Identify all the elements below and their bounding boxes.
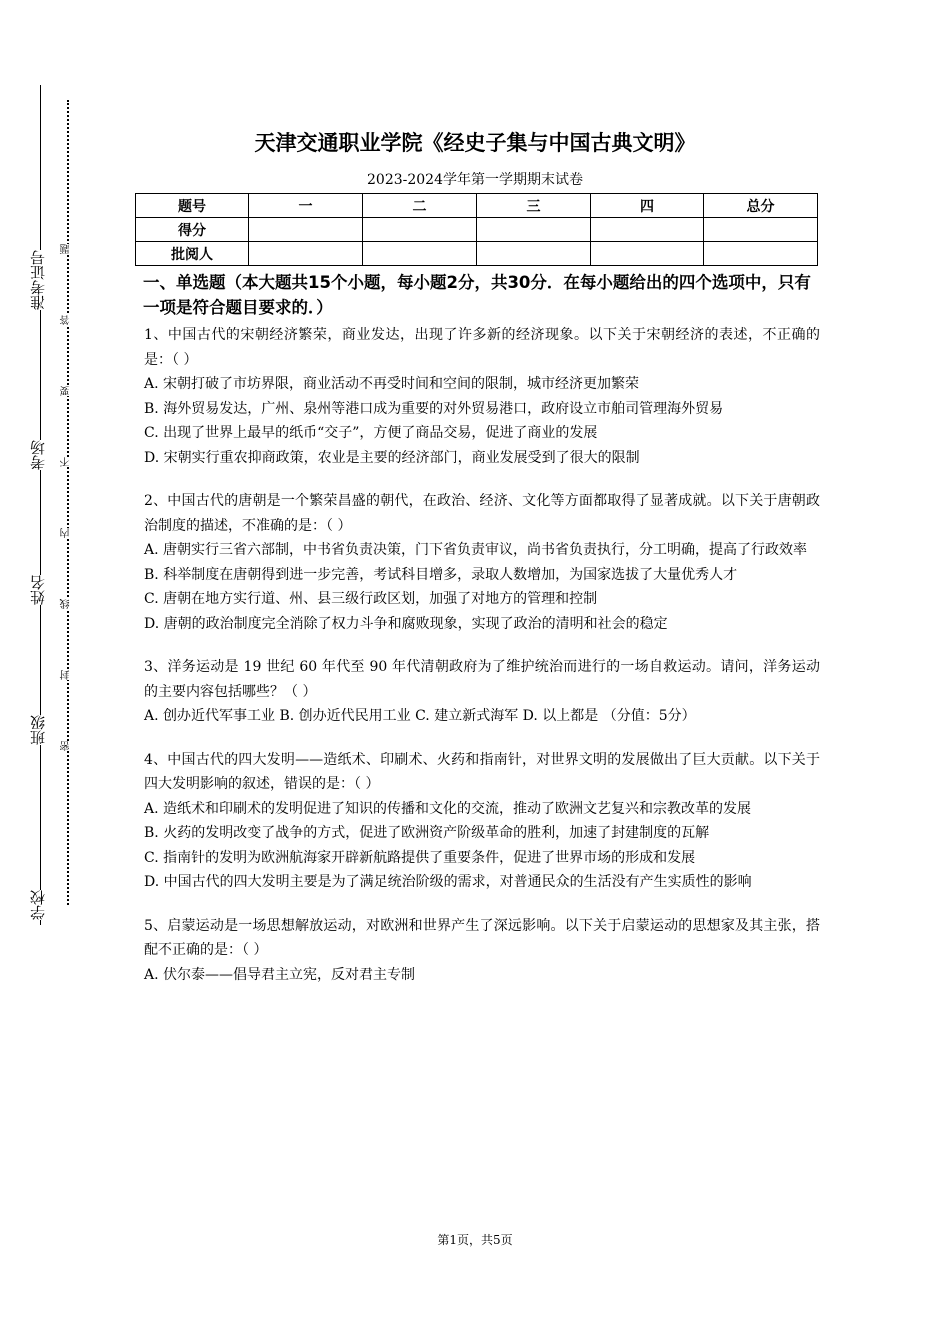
student-name-label: 姓名 xyxy=(22,575,54,605)
score-entry-cell[interactable] xyxy=(363,218,477,242)
seal-char: 不 xyxy=(59,457,75,467)
seal-char: 答 xyxy=(59,315,75,325)
answer-option: C. 指南针的发明为欧洲航海家开辟新航路提供了重要条件，促进了世界市场的形成和发展 xyxy=(144,849,696,866)
exam-content xyxy=(144,270,820,1006)
answer-option: C. 唐朝在地方实行道、州、县三级行政区划，加强了对地方的管理和控制 xyxy=(144,591,598,607)
question-stem: 5、启蒙运动是一场思想解放运动，对欧洲和世界产生了深远影响。以下关于启蒙运动的思想家及其主张，搭配不正确的是：（ ） xyxy=(144,917,820,958)
answer-option: B. 海外贸易发达，广州、泉州等港口成为重要的对外贸易港口，政府设立市舶司管理海外贸易 xyxy=(144,400,724,417)
exam-subtitle: 2023-2024学年第一学期期末试卷 xyxy=(367,172,583,188)
table-cell: 一 xyxy=(249,194,363,218)
answer-option: D. 唐朝的政治制度完全消除了权力斗争和腐败现象，实现了政治的清明和社会的稳定 xyxy=(144,615,668,632)
answer-option: A. 伏尔泰——倡导君主立宪，反对君主专制 xyxy=(144,966,416,983)
seal-char: 密 xyxy=(59,741,75,751)
question-stem: 4、中国古代的四大发明——造纸术、印刷术、火药和指南针，对世界文明的发展做出了巨大贡献。以下关于四大发明影响的叙述，错误的是：（ ） xyxy=(144,751,820,792)
reviewer-entry-cell[interactable] xyxy=(249,242,363,266)
score-entry-cell[interactable] xyxy=(249,218,363,242)
answer-option: A. 创办近代军事工业 B. 创办近代民用工业 C. 建立新式海军 D. 以上都是 （分值：5分） xyxy=(144,708,696,724)
school-label: 学校 xyxy=(22,890,54,920)
seal-char: 线 xyxy=(59,599,75,609)
question-item xyxy=(144,489,820,636)
answer-option: B. 火药的发明改变了战争的方式，促进了欧洲资产阶级革命的胜利，加速了封建制度的瓦解 xyxy=(144,825,710,841)
table-cell: 批阅人 xyxy=(136,242,249,266)
question-item xyxy=(144,655,820,729)
binding-margin xyxy=(0,0,90,1344)
section-heading: 一、单选题（本大题共15个小题，每小题2分，共30分．在每小题给出的四个选项中，只有一项是符合题目要求的．） xyxy=(143,273,811,317)
answer-option: C. 出现了世界上最早的纸币“交子”，方便了商品交易，促进了商业的发展 xyxy=(144,425,598,441)
question-item xyxy=(144,914,820,988)
table-cell: 四 xyxy=(591,194,704,218)
exam-id-label: 准考证号 xyxy=(22,250,54,310)
seal-char: 封 xyxy=(59,670,75,680)
answer-option: A. 宋朝打破了市坊界限，商业活动不再受时间和空间的限制，城市经济更加繁荣 xyxy=(144,376,640,392)
reviewer-entry-cell[interactable] xyxy=(591,242,704,266)
table-cell: 题号 xyxy=(136,194,249,218)
answer-option: B. 科举制度在唐朝得到进一步完善，考试科目增多，录取人数增加，为国家选拔了大量优秀人才 xyxy=(144,566,738,583)
score-entry-cell[interactable] xyxy=(477,218,591,242)
score-table xyxy=(135,193,818,266)
answer-option: A. 唐朝实行三省六部制，中书省负责决策，门下省负责审议，尚书省负责执行，分工明确，提高了行政效率 xyxy=(144,542,808,558)
reviewer-entry-cell[interactable] xyxy=(477,242,591,266)
answer-option: A. 造纸术和印刷术的发明促进了知识的传播和文化的交流，推动了欧洲文艺复兴和宗教改革的发展 xyxy=(144,800,752,817)
score-entry-cell[interactable] xyxy=(704,218,818,242)
class-label: 班级 xyxy=(22,715,54,745)
reviewer-entry-cell[interactable] xyxy=(363,242,477,266)
table-cell: 总分 xyxy=(704,194,818,218)
seal-dotted-line xyxy=(67,100,69,905)
table-cell: 得分 xyxy=(136,218,249,242)
exam-title: 天津交通职业学院《经史子集与中国古典文明》 xyxy=(254,131,696,155)
reviewer-row xyxy=(136,242,818,266)
page-footer: 第1页，共5页 xyxy=(437,1233,513,1247)
binding-line xyxy=(40,85,41,925)
answer-option: D. 宋朝实行重农抑商政策，农业是主要的经济部门，商业发展受到了很大的限制 xyxy=(144,449,640,466)
question-stem: 2、中国古代的唐朝是一个繁荣昌盛的朝代，在政治、经济、文化等方面都取得了显著成就。以下关于唐朝政治制度的描述，不准确的是：（ ） xyxy=(144,493,820,534)
score-row xyxy=(136,218,818,242)
exam-room-label: 考场 xyxy=(22,440,54,470)
table-cell: 二 xyxy=(363,194,477,218)
seal-char: 内 xyxy=(59,528,75,538)
seal-char: 题 xyxy=(59,244,75,254)
table-cell: 三 xyxy=(477,194,591,218)
score-entry-cell[interactable] xyxy=(591,218,704,242)
question-item xyxy=(144,748,820,895)
score-table-header-row xyxy=(136,194,818,218)
question-item xyxy=(144,323,820,470)
question-stem: 3、洋务运动是 19 世纪 60 年代至 90 年代清朝政府为了维护统治而进行的一场自救运动。请问，洋务运动的主要内容包括哪些？（ ） xyxy=(144,659,820,700)
question-stem: 1、中国古代的宋朝经济繁荣，商业发达，出现了许多新的经济现象。以下关于宋朝经济的表述，不正确的是：（ ） xyxy=(144,327,820,368)
reviewer-entry-cell[interactable] xyxy=(704,242,818,266)
seal-char: 要 xyxy=(59,386,75,396)
answer-option: D. 中国古代的四大发明主要是为了满足统治阶级的需求，对普通民众的生活没有产生实质性的影响 xyxy=(144,874,752,890)
